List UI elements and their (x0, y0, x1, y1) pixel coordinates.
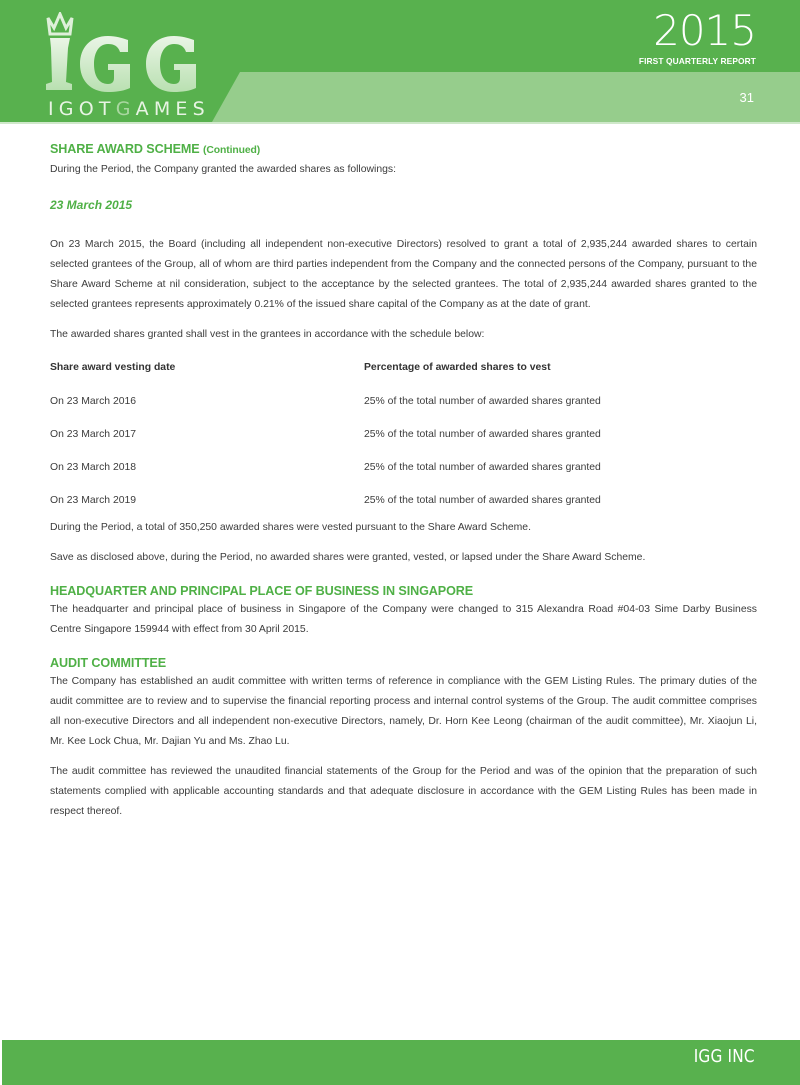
percentage-cell: 25% of the total number of awarded shares granted (364, 495, 601, 506)
footer-brand: IGG INC (694, 1046, 755, 1067)
report-year: 2015 (653, 6, 756, 55)
percentage-cell: 25% of the total number of awarded shares granted (364, 462, 601, 473)
tagline-part3: AMES (135, 98, 210, 120)
page-number: 31 (739, 90, 754, 105)
vesting-schedule-table (50, 358, 757, 524)
table-row (50, 425, 757, 458)
page-content (50, 140, 757, 822)
column-header-vesting-date: Share award vesting date (50, 362, 176, 373)
percentage-cell: 25% of the total number of awarded shares granted (364, 396, 601, 407)
vesting-date-cell: On 23 March 2019 (50, 495, 137, 506)
save-paragraph: Save as disclosed above, during the Period, no awarded shares were granted, vested, or lapsed under the Share Award Scheme. (50, 552, 646, 563)
vested-paragraph: During the Period, a total of 350,250 awarded shares were vested pursuant to the Share Award Scheme. (50, 522, 531, 533)
audit-committee-paragraph-1: The Company has established an audit committee with written terms of reference in compliance with the GEM Listing Rules. The primary duties of the audit committee are to review and to supervise the financial reporting process and internal control systems of the Group. The audit committee comprises all non-executive Directors and all independent non-executive Directors, namely, Dr. Horn Kee Leong (chairman of the audit committee), Mr. Xiaojun Li, Mr. Kee Lock Chua, Mr. Dajian Yu and Ms. Zhao Lu. (50, 676, 757, 747)
section-title-headquarter: HEADQUARTER AND PRINCIPAL PLACE OF BUSINESS IN SINGAPORE (50, 584, 474, 598)
table-row (50, 392, 757, 425)
headquarter-paragraph: The headquarter and principal place of business in Singapore of the Company were changed to 315 Alexandra Road #04-03 Sime Darby Business Centre Singapore 159944 with effect from 30 April 2015. (50, 604, 757, 635)
vesting-date-cell: On 23 March 2018 (50, 462, 137, 473)
igg-logo (44, 12, 214, 120)
share-award-intro: During the Period, the Company granted the awarded shares as followings: (50, 164, 396, 175)
vesting-date-cell: On 23 March 2016 (50, 396, 137, 407)
table-header-row (50, 358, 757, 392)
page-footer (2, 1040, 800, 1085)
share-award-title-suffix: (Continued) (202, 145, 261, 156)
column-header-percentage: Percentage of awarded shares to vest (364, 362, 551, 373)
page-header (0, 0, 800, 124)
tagline-part1: IGOT (48, 98, 116, 120)
schedule-intro: The awarded shares granted shall vest in the grantees in accordance with the schedule below: (50, 329, 485, 340)
grant-paragraph: On 23 March 2015, the Board (including all independent non-executive Directors) resolved to grant a total of 2,935,244 awarded shares to certain selected grantees of the Group, all of whom are third parties independent from the Company and the connected persons of the Company, pursuant to the Share Award Scheme at nil consideration, subject to the acceptance by the selected grantees. The total of 2,935,244 awarded shares granted to the selected grantees represents approximately 0.21% of the issued share capital of the Company as at the date of grant. (50, 239, 757, 310)
share-award-title: SHARE AWARD SCHEME (50, 142, 200, 156)
report-type-label: FIRST QUARTERLY REPORT (638, 56, 756, 66)
audit-committee-paragraph-2: The audit committee has reviewed the unaudited financial statements of the Group for the Period and was of the opinion that the preparation of such statements complied with applicable accounting standards and that adequate disclosure in accordance with the GEM Listing Rules has been made in respect thereof. (50, 766, 757, 817)
vesting-date-cell: On 23 March 2017 (50, 429, 137, 440)
table-row (50, 458, 757, 491)
section-title-audit-committee: AUDIT COMMITTEE (50, 656, 167, 670)
tagline-part2: G (115, 98, 136, 120)
logo-tagline (48, 98, 210, 120)
grant-date-heading: 23 March 2015 (50, 198, 133, 212)
igg-crown-logo-icon (44, 12, 214, 92)
section-title-share-award (50, 140, 757, 160)
percentage-cell: 25% of the total number of awarded shares granted (364, 429, 601, 440)
